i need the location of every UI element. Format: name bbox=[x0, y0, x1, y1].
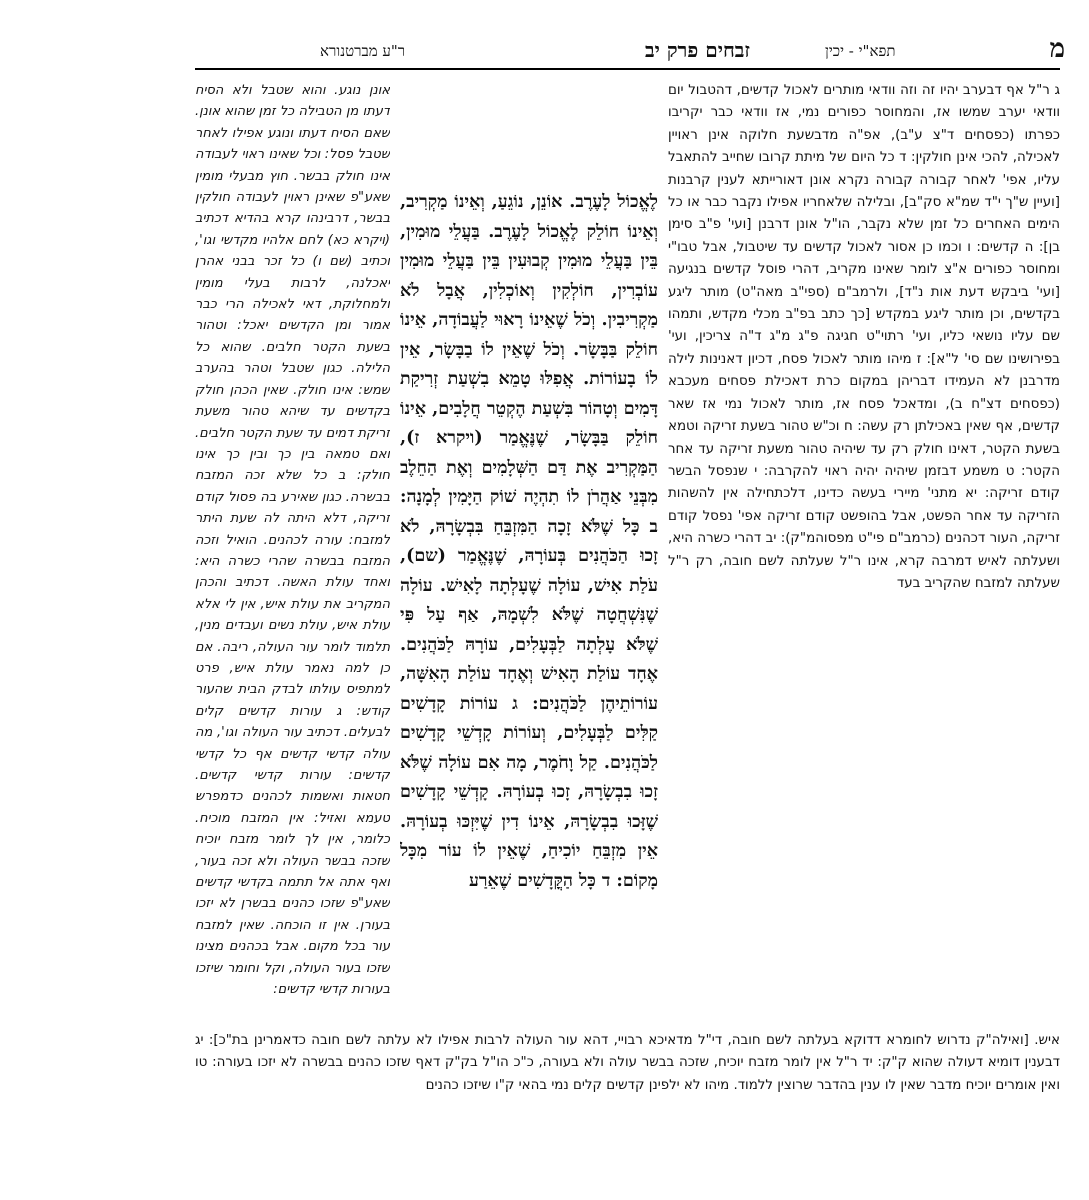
mishnah-column bbox=[400, 188, 658, 1028]
mishnah-text: לֶאֱכוֹל לָעֶרֶב. אוֹנֵן, נוֹגֵעַ, וְאֵינוֹ מַקְרִיב, וְאֵינוֹ חוֹלֵק לֶאֱכוֹל לָעֶרֶב. בַּעֲלֵי מוּמִין, בֵּין בַּעֲלֵי מוּמִין קְבוּעִין בֵּין בַּעֲלֵי מוּמִין עוֹבְרִין, חוֹלְקִין וְאוֹכְלִין, אֲבָל לֹא מַקְרִיבִין. וְכֹל שֶׁאֵינוֹ רָאוּי לַעֲבוֹדָה, אֵינוֹ חוֹלֵק בַּבָּשָׂר. וְכֹל שֶׁאֵין לוֹ בַבָּשָׂר, אֵין לוֹ בָעוֹרוֹת. אֲפִלּוּ טָמֵא בִשְׁעַת זְרִיקַת דָּמִים וְטָהוֹר בִּשְׁעַת הֶקְטֵר חֲלָבִים, אֵינוֹ חוֹלֵק בַּבָּשָׂר, שֶׁנֶּאֱמַר (ויקרא ז), הַמַּקְרִיב אֶת דַּם הַשְּׁלָמִים וְאֶת הַחֵלֶב מִבְּנֵי אַהֲרֹן לוֹ תִהְיֶה שׁוֹק הַיָּמִין לְמָנָה: ב כָּל שֶׁלֹּא זָכָה הַמִּזְבֵּחַ בִּבְשָׂרָהּ, לֹא זָכוּ הַכֹּהֲנִים בְּעוֹרָהּ, שֶׁנֶּאֱמַר (שם), עֹלַת אִישׁ, עוֹלָה שֶׁעָלְתָה לָאִישׁ. עוֹלָה שֶׁנִּשְׁחֲטָה שֶׁלֹּא לִשְׁמָהּ, אַף עַל פִּי שֶׁלֹּא עָלְתָה לַבְּעָלִים, עוֹרָהּ לַכֹּהֲנִים. אֶחָד עוֹלַת הָאִישׁ וְאֶחָד עוֹלַת הָאִשָּׁה, עוֹרוֹתֵיהֶן לַכֹּהֲנִים: ג עוֹרוֹת קָדָשִׁים קַלִּים לַבְּעָלִים, וְעוֹרוֹת קָדְשֵׁי קָדָשִׁים לַכֹּהֲנִים. קַל וָחֹמֶר, מָה אִם עוֹלָה שֶׁלֹּא זָכוּ בִבְשָׂרָהּ, זָכוּ בְעוֹרָהּ. קָדְשֵׁי קָדָשִׁים שֶׁזָּכוּ בִבְשָׂרָהּ, אֵינוֹ דִין שֶׁיִּזְכּוּ בְעוֹרָהּ. אֵין מִזְבֵּחַ יוֹכִיחַ, שֶׁאֵין לוֹ עוֹר מִכָּל מָקוֹם: ד כָּל הַקֳּדָשִׁים שֶׁאֵרַע bbox=[400, 192, 658, 891]
tiferet-yisrael-column bbox=[668, 80, 1060, 1020]
footer-commentary-text: איש. [ואילה"ק נדרוש לחומרא דדוקא בעלתה לשם חובה, די"ל מדאיכא רבויי, דהא עור העולה לרבות אפילו לא עלתה לשם חובה כדאמרינן בת"כ]: יג דבענין דומיא דעולה שהוא ק"ק: יד ר"ל אין לומר מזבח יוכיח, שזכה בבשר עולה ולא בעורה, כ"כ הו"ל בק"ק דאף שזכו כהנים בבשרה לא יזכו בעורה: טו ואין אומרים יוכיח מדבר שאין לו ענין בהדבר שרוצין ללמוד. מיהו לא ילפינן קדשים קלים נמי בהאי ק"ו שיזכו כהנים bbox=[195, 1033, 1060, 1093]
bartenura-column bbox=[195, 80, 390, 1010]
bartenura-text: אונן נוגע. והוא שטבל ולא הסיח דעתו מן הטבילה כל זמן שהוא אונן. שאם הסיח דעתו ונוגע אפילו לאחר שטבל פסל: וכל שאינו ראוי לעבודה אינו חולק בבשר. חוץ מבעלי מומין שאע"פ שאינן ראוין לעבודה חולקין בבשר, דרבינהו קרא בהדיא דכתיב (ויקרא כא) לחם אלהיו מקדשי וגו', וכתיב (שם ו) כל זכר בבני אהרן יאכלנה, לרבות בעלי מומין ולמחלוקת, דאי לאכילה הרי כבר אמור ומן הקדשים יאכל: וטהור בשעת הקטר חלבים. שהוא כל הלילה. כגון שטבל וטהר בהערב שמש: אינו חולק. שאין הכהן חולק בקדשים עד שיהא טהור משעת זריקת דמים עד שעת הקטר חלבים. ואם טמאה בין כך ובין כך אינו חולק: ב כל שלא זכה המזבח בבשרה. כגון שאירע בה פסול קודם זריקה, דלא היתה לה שעת היתר למזבח: עורה לכהנים. הואיל וזכה המזבח בבשרה שהרי כשרה היא: ואחד עולת האשה. דכתיב והכהן המקריב את עולת איש, אין לי אלא עולת איש, עולת נשים ועבדים מנין, תלמוד לומר עור העולה, ריבה. אם כן למה נאמר עולת איש, פרט למתפיס עולתו לבדק הבית שהעור קודש: ג עורות קדשים קלים לבעלים. דכתיב עור העולה וגו', מה עולה קדשי קדשים אף כל קדשי קדשים: עורות קדשי קדשים. חטאות ואשמות לכהנים כדמפרש טעמא ואזיל: אין המזבח מוכיח. כלומר, אין לך לומר מזבח יוכיח שזכה בבשר העולה ולא זכה בעור, ואף אתה אל תתמה בקדשי קדשים שאע"פ שזכו כהנים בבשרן לא יזכו בעורן. אין זו הוכחה. שאין למזבח עור בכל מקום. אבל בכהנים מצינו שזכו בעור העולה, וקל וחומר שיזכו בעורות קדשי קדשים: bbox=[195, 83, 390, 998]
page-header bbox=[195, 34, 1065, 70]
header-divider bbox=[195, 68, 1060, 70]
commentary-title-right: תפא"י - יכין bbox=[825, 42, 896, 60]
footer-commentary bbox=[195, 1030, 1060, 1125]
tractate-chapter-title: זבחים פרק יב bbox=[645, 38, 750, 62]
page-number: מ bbox=[1049, 34, 1065, 64]
commentary-text: ג ר"ל אף דבערב יהיו זה וזה וודאי מותרים לאכול קדשים, דהטבול יום וודאי יערב שמשו אז, והמחוסר כפורים נמי, אז וודאי כבר יקריבו כפרתו (כפסחים ד"צ ע"ב), אפ"ה מדבשעת חלוקה אינן ראויין לאכילה, להכי אינן חולקין: ד כל היום של מיתת קרובו שחייב להתאבל עליו, אפי' לאחר קבורה קבורה נקרא אונן דאורייתא לענין קרבנות [ועיין ש"ך י"ד שמ"א סק"ב], ובלילה שלאחריו אפילו נקבר כבר או כל הימים האחרים כל זמן שלא נקבר, הו"ל אונן דרבנן [ועי' פ"ב סימן בן]: ה קדשים: ו וכמו כן אסור לאכול קדשים עד שיטבול, אבל טבו"י ומחוסר כפורים א"צ לומר שאינו מקריב, דהרי פוסל קדשים בנגיעה [ועי' ביבקש דעת אות נ"ד], ולרמב"ם (ספי"ב מאה"ט) מותר ליגע בקדשים, וכן מותר ליגע במקדש [כך כתב בפ"ב מכלי מקדש, ותמהו שם עליו נושאי כליו, ועי' רתוי"ט חגיגה פ"ג מ"ג ד"ה צריכין, ועי' בפירושינו שם סי' ל"א]: ז מיהו מותר לאכול פסח, דכיון דאנינות לילה מדרבנן לא העמידו דבריהן במקום כרת דאכילת פסחים מעכבא (כפסחים דצ"ח ב), ומדאכל פסח אז, מותר לאכול נמי אז שאר קדשים, אף שאין באכילתן רק עשה: ח וכ"ש טהור בשעת זריקה וטמא בשעת הקטר, דאינו חולק רק עד שיהיה טהור משעת זריקה עד אחר הקטר: ט משמע דבזמן שיהיה יהיה ראוי להקרבה: י שנפסל הבשר קודם זריקה: יא מתני' מיירי בעשה כדינו, דלכתחילה אין להשהות הזריקה עד אחר הפשט, אבל בהופשט קודם זריקה אפי' נפסל קודם זריקה, העור דכהנים (כרמב"ם פי"ט מפסוהמ"ק): יב דהרי כשרה היא, ושעלתה לאיש דמרבה קרא, אינו ר"ל שעלתה לשם חובה, רק ר"ל שעלתה למזבח שהקריב בעד bbox=[668, 83, 1060, 591]
commentary-title-left: ר"ע מברטנורא bbox=[320, 42, 406, 60]
